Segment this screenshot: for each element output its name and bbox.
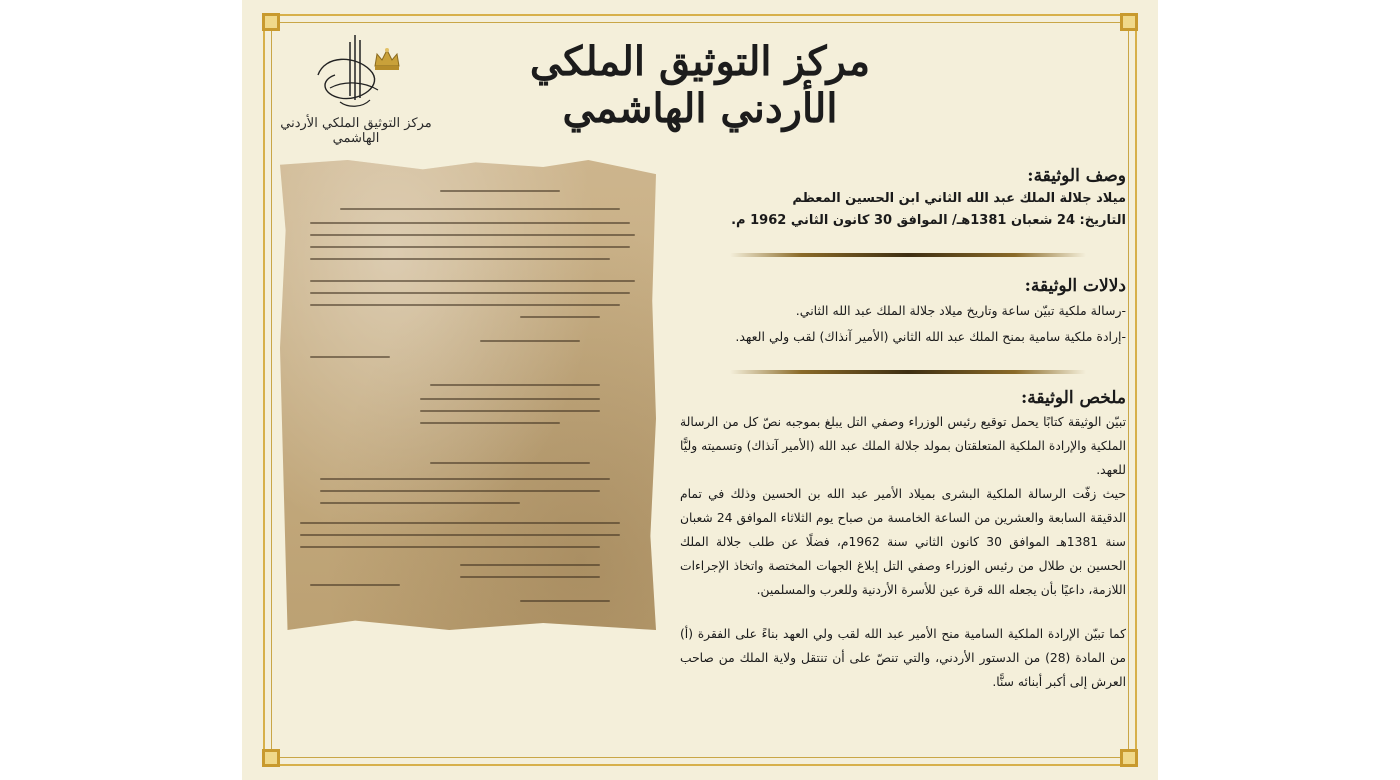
frame-corner-ornament [1120, 13, 1138, 31]
frame-corner-ornament [262, 749, 280, 767]
section-divider [730, 370, 1086, 374]
summary-paragraph1: تبيّن الوثيقة كتابًا يحمل توقيع رئيس الوزراء وصفي التل يبلغ بموجبه نصّ كل من الرسالة الملكية والإرادة الملكية المتعلقتان بمولد جلالة الملك عبد الله (الأمير آنذاك) وتسميته وليًّا للعهد. [680, 415, 1126, 477]
significance-heading: دلالات الوثيقة: [1024, 276, 1126, 296]
frame-corner-ornament [262, 13, 280, 31]
frame-corner-ornament [1120, 749, 1138, 767]
page-title: مركز التوثيق الملكي الأردني الهاشمي [529, 38, 871, 132]
description-line2: التاريخ: 24 شعبان 1381هـ/ الموافق 30 كانون الثاني 1962 م. [731, 213, 1126, 228]
document-text-content [680, 160, 1126, 694]
section-divider [730, 253, 1086, 257]
significance-item2: -إرادة ملكية سامية بمنح الملك عبد الله الثاني (الأمير آنذاك) لقب ولي العهد. [735, 329, 1126, 344]
royal-signature-emblem-icon [300, 30, 410, 115]
summary-heading: ملخص الوثيقة: [1021, 388, 1126, 408]
emblem-caption: مركز التوثيق الملكي الأردني الهاشمي [280, 116, 432, 146]
historical-document-image [280, 160, 656, 630]
description-line1: ميلاد جلالة الملك عبد الله الثاني ابن الحسين المعظم [792, 191, 1126, 206]
summary-paragraph2: حيث زفّت الرسالة الملكية البشرى بميلاد الأمير عبد الله بن الحسين وذلك في تمام الدقيقة السابعة والعشرين من الساعة الخامسة من صباح يوم الثلاثاء الموافق 24 شعبان سنة 1381هـ الموافق 30 كانون الثاني سنة 1962م، فضلًا عن طلب جلالة الملك الحسين بن طلال من رئيس الوزراء وصفي التل إبلاغ الجهات المختصة واتخاذ الإجراءات اللازمة، داعيًا بأن يجعله الله قرة عين للأسرة الأردنية وللعرب والمسلمين. [680, 487, 1126, 597]
description-heading: وصف الوثيقة: [1027, 166, 1126, 186]
significance-item1: -رسالة ملكية تبيّن ساعة وتاريخ ميلاد جلالة الملك عبد الله الثاني. [795, 303, 1126, 318]
crown-icon [372, 46, 402, 72]
summary-paragraph3: كما تبيّن الإرادة الملكية السامية منح الأمير عبد الله لقب ولي العهد بناءً على الفقرة (أ) من المادة (28) من الدستور الأردني، والتي تنصّ على أن تنتقل ولاية الملك من صاحب العرش إلى أكبر أبنائه سنًّا. [680, 627, 1126, 689]
